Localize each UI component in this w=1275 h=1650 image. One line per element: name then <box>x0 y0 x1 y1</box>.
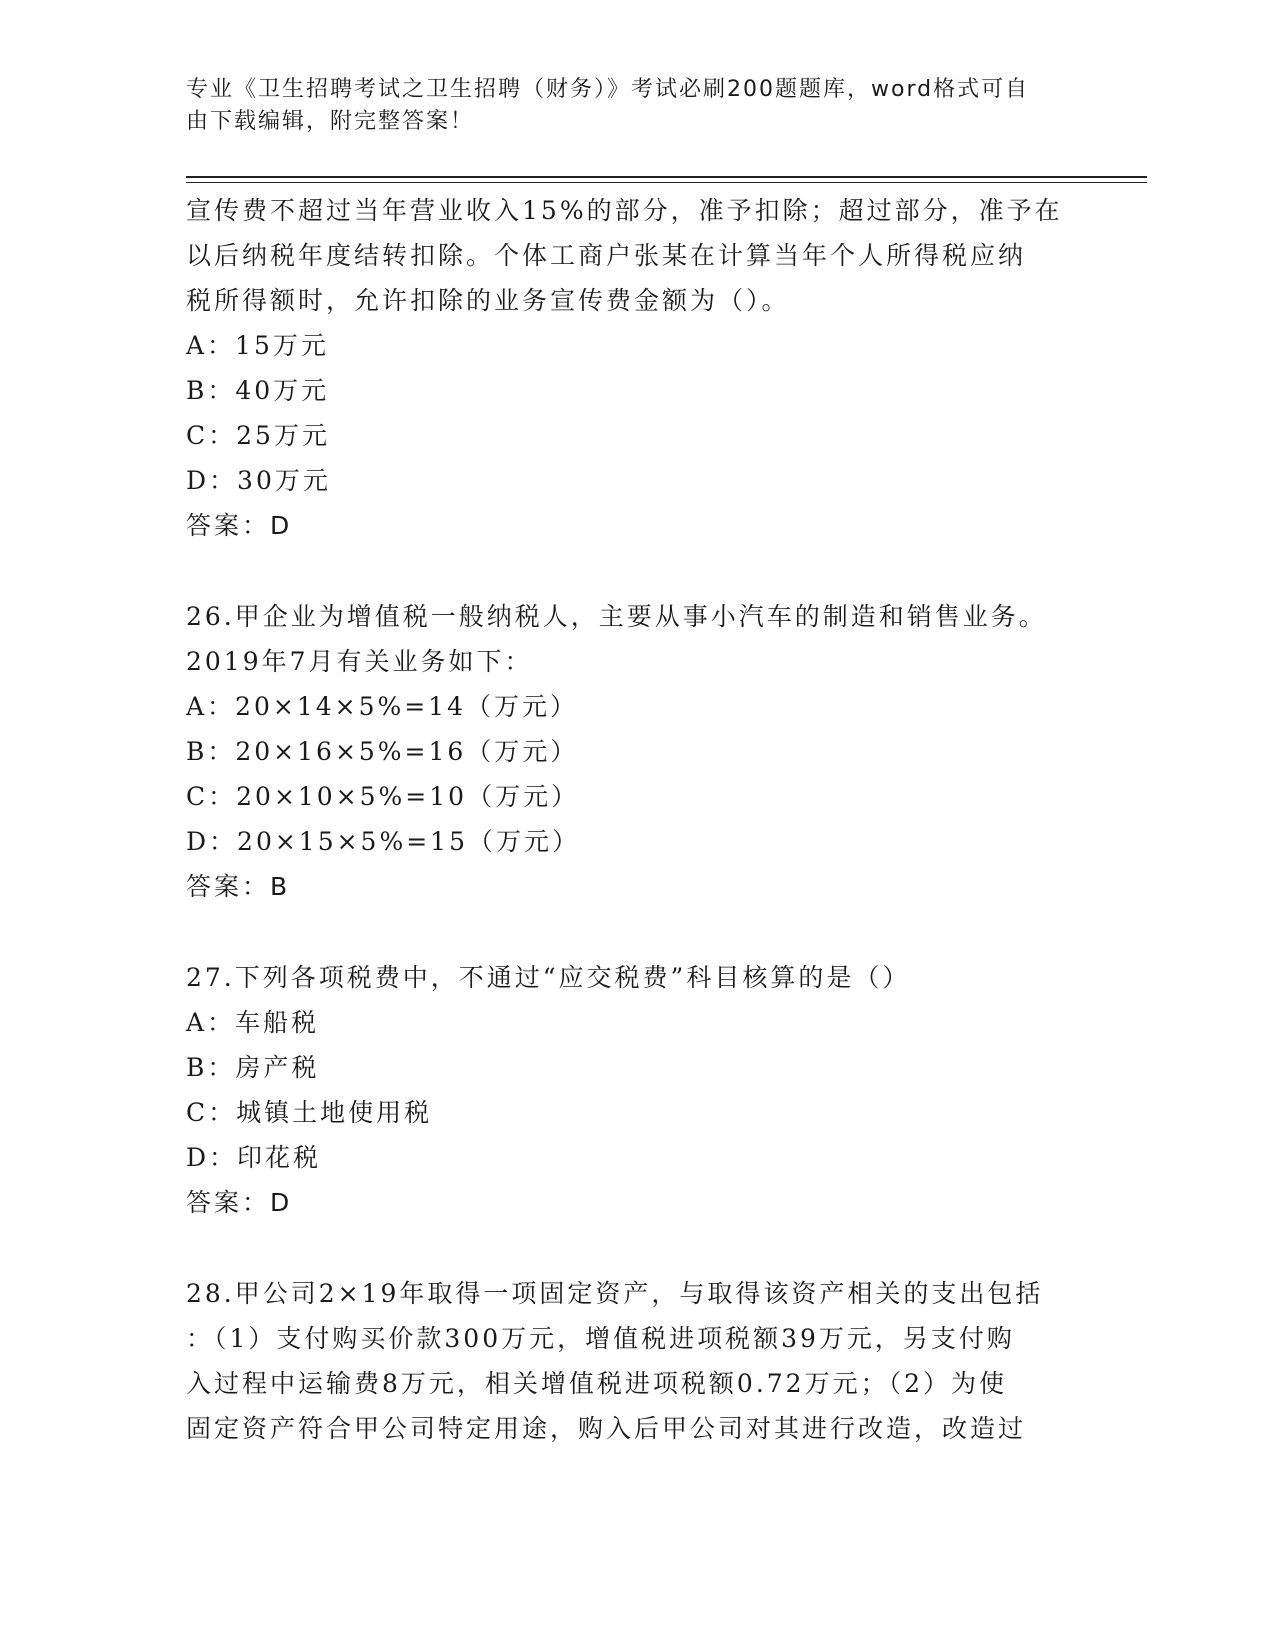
option-a: A：车船税 <box>186 1008 320 1037</box>
option-d: D：印花税 <box>186 1143 322 1172</box>
answer-label: 答案：D <box>186 511 293 540</box>
option-b: B：房产税 <box>186 1053 320 1082</box>
spacer <box>186 548 1086 594</box>
option-b: B：40万元 <box>186 376 330 405</box>
question-text-line: 入过程中运输费8万元，相关增值税进项税额0.72万元；（2）为使 <box>186 1369 1007 1398</box>
header-line-2: 由下载编辑，附完整答案！ <box>186 109 475 134</box>
header-rule-thin <box>186 182 1147 183</box>
answer-label: 答案：D <box>186 1188 293 1217</box>
option-d: D：30万元 <box>186 466 331 495</box>
option-a: A：15万元 <box>186 331 329 360</box>
question-27 <box>186 955 1086 1225</box>
option-a: A：20×14×5%=14（万元） <box>186 692 578 721</box>
question-25 <box>186 188 1086 548</box>
question-text-line: 2019年7月有关业务如下： <box>186 647 533 676</box>
question-text-line: 宣传费不超过当年营业收入15%的部分，准予扣除；超过部分，准予在 <box>186 196 1063 225</box>
question-text-line: 以后纳税年度结转扣除。个体工商户张某在计算当年个人所得税应纳 <box>186 241 1027 270</box>
header-rule-thick <box>186 176 1147 178</box>
question-text-line: 27.下列各项税费中，不通过“应交税费”科目核算的是（） <box>186 963 911 992</box>
question-content <box>186 188 1086 1451</box>
spacer <box>186 909 1086 955</box>
option-c: C：20×10×5%=10（万元） <box>186 782 580 811</box>
option-c: C：25万元 <box>186 421 330 450</box>
option-c: C：城镇土地使用税 <box>186 1098 433 1127</box>
question-text-line: 26.甲企业为增值税一般纳税人，主要从事小汽车的制造和销售业务。 <box>186 602 1047 631</box>
question-28 <box>186 1271 1086 1451</box>
answer-label: 答案：B <box>186 872 291 901</box>
document-header <box>186 74 1066 138</box>
question-text-line: 税所得额时，允许扣除的业务宣传费金额为（）。 <box>186 286 790 315</box>
spacer <box>186 1225 1086 1271</box>
question-text-line: 固定资产符合甲公司特定用途，购入后甲公司对其进行改造，改造过 <box>186 1414 1027 1443</box>
question-26 <box>186 594 1086 909</box>
header-line-1: 专业《卫生招聘考试之卫生招聘（财务）》考试必刷200题题库，word格式可自 <box>186 77 1030 102</box>
option-b: B：20×16×5%=16（万元） <box>186 737 579 766</box>
question-text-line: ：（1）支付购买价款300万元，增值税进项税额39万元，另支付购 <box>186 1324 1015 1353</box>
question-text-line: 28.甲公司2×19年取得一项固定资产，与取得该资产相关的支出包括 <box>186 1279 1044 1308</box>
option-d: D：20×15×5%=15（万元） <box>186 827 580 856</box>
